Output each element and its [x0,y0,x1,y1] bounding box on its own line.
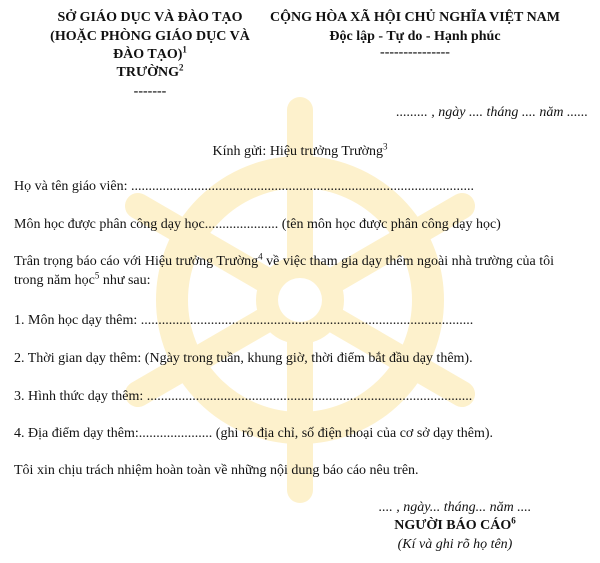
intro-text: Trân trọng báo cáo với Hiệu trưởng Trường [14,254,259,269]
school-line [0,64,300,82]
motto: Độc lập - Tự do - Hạnh phúc [329,29,501,44]
org-line-1: SỞ GIÁO DỤC VÀ ĐÀO TẠO [57,10,243,25]
signature-note: (Kí và ghi rõ họ tên) [397,537,513,552]
intro-text: như sau: [99,273,151,288]
item-time: 2. Thời gian dạy thêm: (Ngày trong tuần, khung giờ, thời điểm bắt đầu dạy thêm). [14,351,473,366]
org-line-2: (HOẶC PHÒNG GIÁO DỤC VÀ [50,29,250,44]
commitment: Tôi xin chịu trách nhiệm hoàn toàn về những nội dung báo cáo nêu trên. [14,463,419,478]
left-divider: ------- [133,84,167,99]
right-divider: --------------- [380,45,450,60]
recipient [0,143,600,161]
teacher-name-field: Họ và tên giáo viên: .................................................................................................. [14,179,475,194]
date-line: ......... , ngày .... tháng .... năm ...... [396,105,588,120]
item-form: 3. Hình thức dạy thêm: ............................................................................................. [14,389,473,404]
intro-text: trong năm học [14,273,95,288]
footnote-ref: 6 [511,515,516,526]
country-name: CỘNG HÒA XÃ HỘI CHỦ NGHĨA VIỆT NAM [269,10,560,25]
reporter-label: NGƯỜI BÁO CÁO [394,518,512,533]
signature-title [340,517,570,535]
item-subject: 1. Môn học dạy thêm: ............................................................................................... [14,313,474,328]
footnote-ref: 2 [178,62,184,73]
intro-line-1 [14,253,554,271]
intro-text: về việc tham gia dạy thêm ngoài nhà trường của tôi [262,254,555,269]
footnote-ref: 4 [258,251,263,262]
footnote-ref: 3 [383,141,388,152]
subject-field: Môn học được phân công dạy học..................... (tên môn học được phân công dạy học) [14,217,501,232]
school-label: TRƯỜNG [116,65,179,80]
signature-date: .... , ngày... tháng... năm .... [378,500,532,515]
item-location: 4. Địa điểm dạy thêm:..................... (ghi rõ địa chỉ, số điện thoại của cơ sở dạy thêm). [14,426,494,441]
footnote-ref: 5 [94,270,100,281]
intro-line-2 [14,272,151,290]
recipient-text: Kính gửi: Hiệu trưởng Trường [212,144,384,159]
footnote-ref: 1 [182,44,187,55]
org-name: ĐÀO TẠO) [113,47,183,62]
